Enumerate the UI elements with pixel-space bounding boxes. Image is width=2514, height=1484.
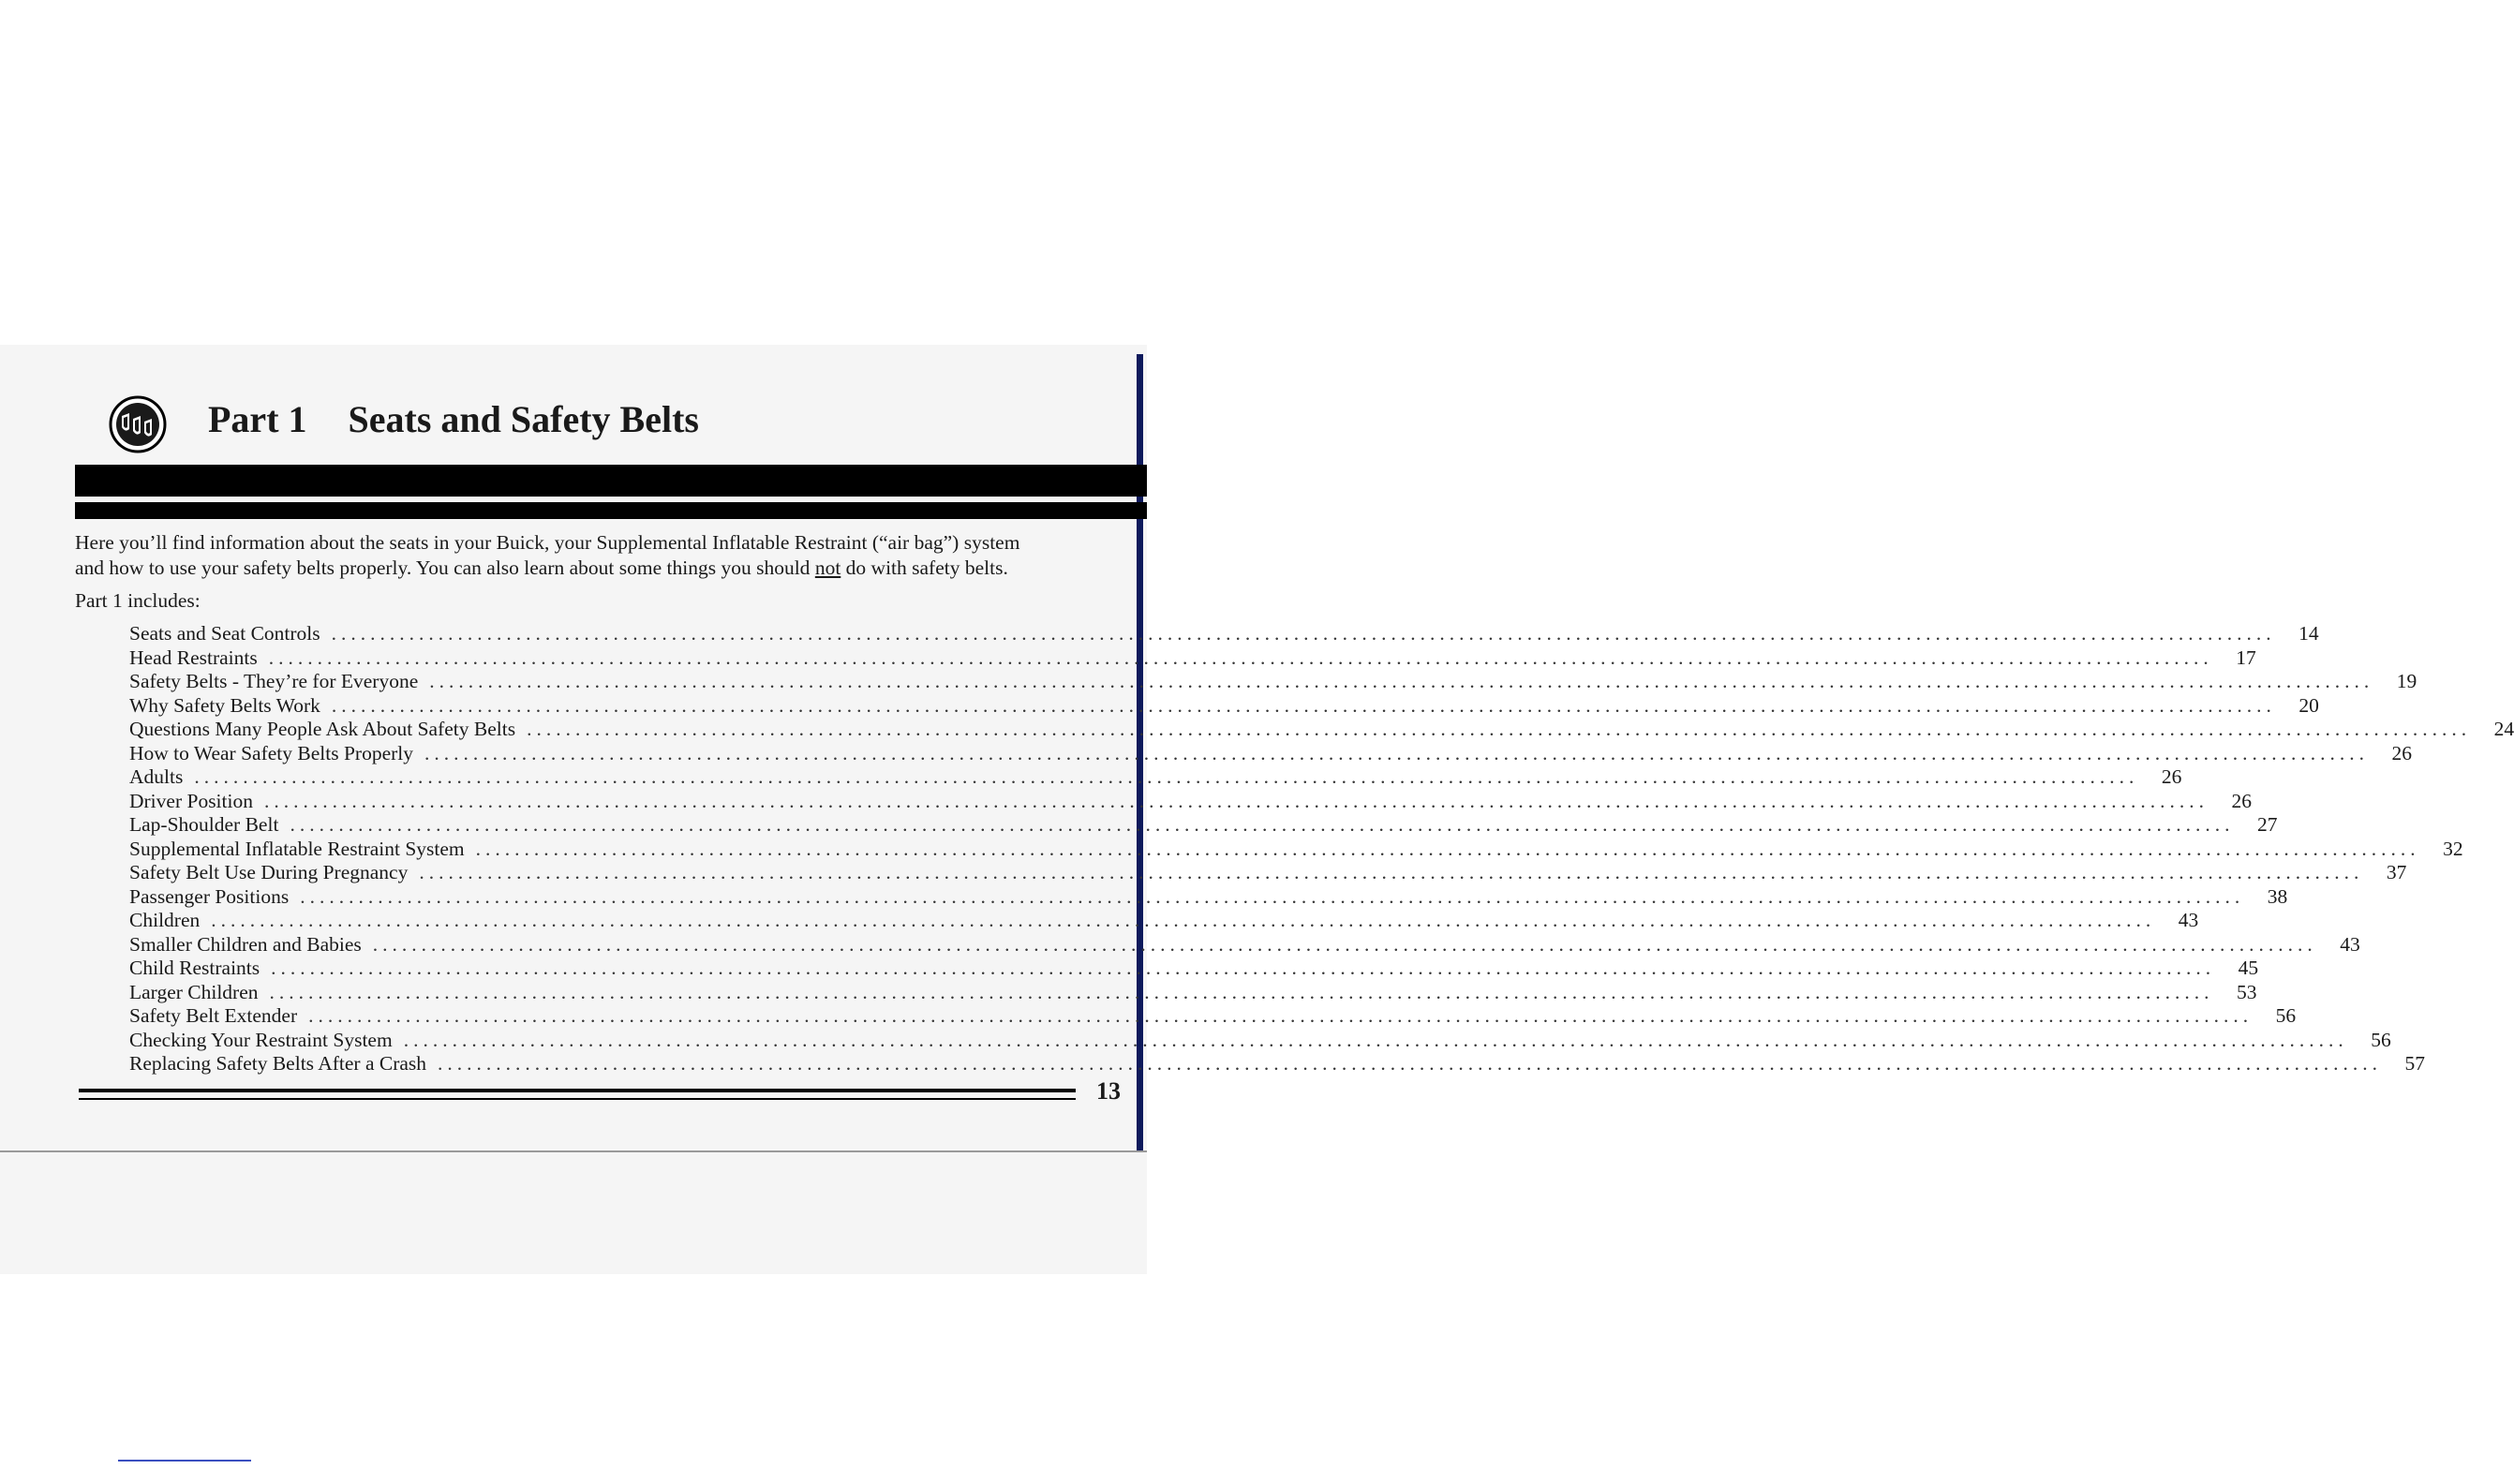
toc-leader-dots: ........................................................................................................................................................................................................ <box>211 909 2156 931</box>
toc-entry-page: 24 <box>2493 718 2514 740</box>
footer-rule-thick <box>79 1089 1076 1092</box>
toc-entry-label: Safety Belt Extender <box>129 1004 298 1027</box>
toc-entry-label: Replacing Safety Belts After a Crash <box>129 1052 427 1075</box>
toc-entry-label: Head Restraints <box>129 646 258 669</box>
toc-entry-page: 56 <box>2275 1004 2297 1027</box>
toc-entry[interactable] <box>129 980 2257 1005</box>
toc-entry-page: 37 <box>2386 861 2407 883</box>
toc-entry-page: 19 <box>2396 670 2417 692</box>
toc-entry-page: 57 <box>2404 1052 2426 1075</box>
toc-entry-page: 38 <box>2267 884 2288 908</box>
intro-line-1: Here you’ll find information about the seats in your Buick, your Supplemental Inflatable Restraint (“air bag”) system <box>75 531 1020 554</box>
header-thick-bar <box>75 465 1147 497</box>
toc-entry[interactable] <box>129 813 2278 838</box>
toc-entry-page: 32 <box>2443 837 2463 860</box>
toc-leader-dots: ........................................................................................................................................................................................................ <box>527 718 2472 740</box>
toc-leader-dots: ........................................................................................................................................................................................................ <box>331 693 2276 717</box>
toc-entry-label: Children <box>129 909 201 931</box>
bottom-link-underline <box>118 1460 251 1462</box>
toc-leader-dots: ........................................................................................................................................................................................................ <box>194 765 2139 788</box>
toc-entry-label: Larger Children <box>129 980 259 1003</box>
toc-entry[interactable] <box>129 861 2407 885</box>
toc-entry-page: 43 <box>2178 909 2199 931</box>
toc-entry-page: 27 <box>2256 813 2278 836</box>
toc-leader-dots: ........................................................................................................................................................................................................ <box>372 932 2317 956</box>
toc-entry-label: Driver Position <box>129 789 253 812</box>
toc-entry-page: 43 <box>2340 932 2360 956</box>
toc-entry-label: Why Safety Belts Work <box>129 693 320 717</box>
toc-entry[interactable] <box>129 718 2514 742</box>
toc-entry-label: Safety Belt Use During Pregnancy <box>129 861 409 883</box>
toc-leader-dots: ........................................................................................................................................................................................................ <box>475 837 2420 860</box>
toc-entry[interactable] <box>129 909 2199 933</box>
toc-entry-label: Smaller Children and Babies <box>129 932 362 956</box>
header-thin-bar <box>75 502 1147 519</box>
toc-leader-dots: ........................................................................................................................................................................................................ <box>271 957 2216 979</box>
toc-entry-label: Adults <box>129 765 184 788</box>
toc-entry[interactable] <box>129 693 2319 719</box>
toc-entry[interactable] <box>129 741 2412 766</box>
toc-leader-dots: ........................................................................................................................................................................................................ <box>290 813 2235 836</box>
toc-entry[interactable] <box>129 670 2417 694</box>
toc-entry-label: Child Restraints <box>129 957 260 979</box>
toc-entry-page: 20 <box>2298 693 2319 717</box>
toc-leader-dots: ........................................................................................................................................................................................................ <box>438 1052 2383 1075</box>
toc-entry-page: 45 <box>2238 957 2259 979</box>
toc-entry-page: 56 <box>2371 1028 2391 1051</box>
toc-entry-page: 53 <box>2237 980 2257 1003</box>
toc-entry[interactable] <box>129 1052 2426 1076</box>
toc-entry[interactable] <box>129 646 2256 671</box>
toc-entry[interactable] <box>129 765 2182 790</box>
toc-entry-label: Lap-Shoulder Belt <box>129 813 279 836</box>
toc-leader-dots: ........................................................................................................................................................................................................ <box>331 622 2276 645</box>
toc-entry[interactable] <box>129 837 2463 862</box>
toc-leader-dots: ........................................................................................................................................................................................................ <box>429 670 2374 692</box>
toc-entry-label: Questions Many People Ask About Safety Belts <box>129 718 516 740</box>
toc-entry-label: Checking Your Restraint System <box>129 1028 393 1051</box>
toc-entry[interactable] <box>129 932 2360 957</box>
toc-entry[interactable] <box>129 1028 2391 1053</box>
part-number: Part 1 <box>208 398 307 440</box>
toc-entry[interactable] <box>129 884 2288 910</box>
toc-leader-dots: ........................................................................................................................................................................................................ <box>424 741 2369 764</box>
toc-entry-label: Supplemental Inflatable Restraint System <box>129 837 465 860</box>
toc-leader-dots: ........................................................................................................................................................................................................ <box>308 1004 2254 1027</box>
toc-entry[interactable] <box>129 957 2259 981</box>
footer-rule-thin <box>79 1098 1076 1100</box>
band-bottom-rule <box>0 1150 1147 1152</box>
part-name: Seats and Safety Belts <box>348 398 699 440</box>
toc-entry[interactable] <box>129 622 2319 646</box>
toc-leader-dots: ........................................................................................................................................................................................................ <box>300 884 2245 908</box>
toc-leader-dots: ........................................................................................................................................................................................................ <box>403 1028 2348 1051</box>
intro-line-2-end: do with safety belts. <box>840 556 1008 579</box>
page-number: 13 <box>1096 1077 1121 1105</box>
includes-label: Part 1 includes: <box>75 589 201 612</box>
intro-line-2-start: and how to use your safety belts properly. You can also learn about some things you should <box>75 556 815 579</box>
page-title <box>208 397 699 442</box>
table-of-contents <box>129 622 2514 1076</box>
buick-tri-shield-icon <box>109 395 167 453</box>
toc-entry-page: 26 <box>2231 789 2252 812</box>
toc-leader-dots: ........................................................................................................................................................................................................ <box>268 646 2213 669</box>
intro-paragraph <box>75 530 1134 581</box>
toc-entry-page: 14 <box>2298 622 2319 645</box>
toc-entry-label: Safety Belts - They’re for Everyone <box>129 670 419 692</box>
intro-underlined-word: not <box>814 556 841 579</box>
toc-entry-label: How to Wear Safety Belts Properly <box>129 741 413 764</box>
toc-entry-page: 26 <box>2391 741 2412 764</box>
toc-leader-dots: ........................................................................................................................................................................................................ <box>263 789 2209 812</box>
toc-entry-label: Passenger Positions <box>129 884 290 908</box>
toc-entry-page: 26 <box>2161 765 2182 788</box>
toc-entry-page: 17 <box>2236 646 2256 669</box>
toc-entry[interactable] <box>129 1004 2297 1029</box>
toc-entry[interactable] <box>129 789 2252 814</box>
toc-leader-dots: ........................................................................................................................................................................................................ <box>419 861 2364 883</box>
toc-leader-dots: ........................................................................................................................................................................................................ <box>269 980 2214 1003</box>
toc-entry-label: Seats and Seat Controls <box>129 622 320 645</box>
